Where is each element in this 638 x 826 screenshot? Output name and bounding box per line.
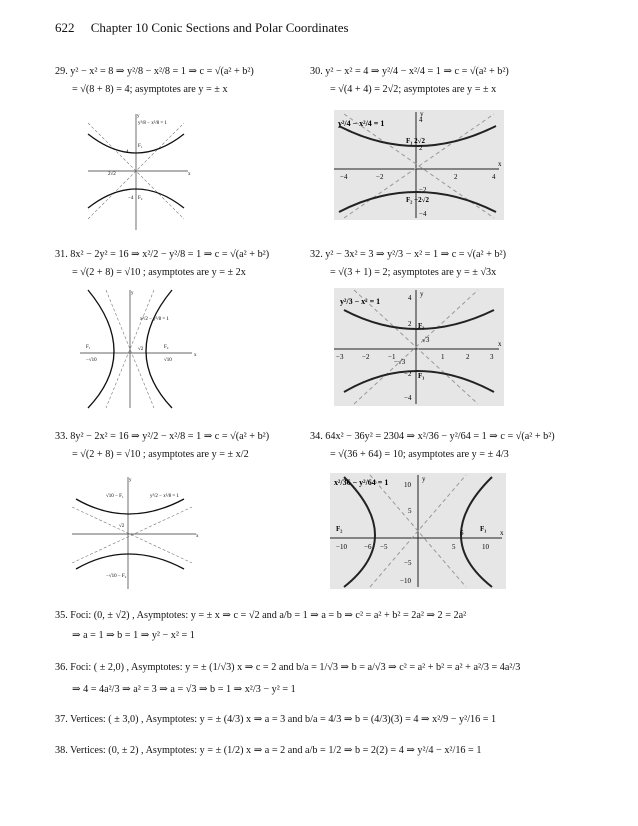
- y-label: y: [137, 114, 140, 119]
- problem-30-line1: 30. y² − x² = 4 ⇒ y²/4 − x²/4 = 1 ⇒ c = √(a² + b²): [310, 66, 509, 77]
- tick-label: 2: [454, 173, 458, 181]
- hyperbola-upper: [76, 499, 184, 514]
- problem-33-line2: = √(2 + 8) = √10 ; asymptotes are y = ± x/2: [72, 449, 249, 460]
- vertex-label: √3: [422, 336, 430, 344]
- tick-label: −5: [404, 559, 412, 567]
- x-label: x: [196, 534, 199, 539]
- tick-label: −3: [336, 353, 344, 361]
- tick-label: 4: [492, 173, 496, 181]
- problem-34-line2: = √(36 + 64) = 10; asymptotes are y = ± 4/3: [330, 449, 509, 460]
- vertex-label: −4: [128, 196, 134, 201]
- y-label: y: [420, 110, 424, 118]
- tick-label: 5: [452, 543, 456, 551]
- chapter-title: Chapter 10 Conic Sections and Polar Coordinates: [90, 20, 349, 35]
- page-number: 622: [55, 20, 75, 35]
- y-label: y: [131, 291, 134, 296]
- hyperbola-lower: [76, 554, 184, 569]
- focus-label: √10 − F₁: [106, 494, 124, 499]
- y-label: y: [422, 475, 426, 483]
- focus-label: −√10 − F₂: [106, 574, 127, 579]
- tick-label: −1: [388, 353, 396, 361]
- tick-label: 2: [419, 144, 423, 152]
- problem-31-line1: 31. 8x² − 2y² = 16 ⇒ x²/2 − y²/8 = 1 ⇒ c = √(a² + b²): [55, 249, 270, 260]
- problem-37-line1: 37. Vertices: ( ± 3,0) , Asymptotes: y = ± (4/3) x ⇒ a = 3 and b/a = 4/3 ⇒ b = (4/3)(3) = 4 ⇒ x²/9 − y²/16 = 1: [55, 714, 497, 725]
- x-label: x: [498, 160, 502, 168]
- tick-label: −2: [376, 173, 384, 181]
- vertex-label: −6: [364, 543, 372, 551]
- tick-label: −4: [340, 173, 348, 181]
- tick-label: 4: [408, 294, 412, 302]
- tick-label: 10: [482, 543, 489, 551]
- equation-label: y²/2 − x²/8 = 1: [150, 494, 179, 499]
- problem-29-line1: 29. y² − x² = 8 ⇒ y²/8 − x²/8 = 1 ⇒ c = √(a² + b²): [55, 66, 254, 77]
- tick-label: −√10: [86, 358, 97, 363]
- tick-label: 5: [408, 507, 412, 515]
- tick-label: 1: [441, 353, 445, 361]
- problem-29-line2: = √(8 + 8) = 4; asymptotes are y = ± x: [72, 84, 228, 95]
- focus-label: F₁: [86, 345, 91, 350]
- x-label: x: [500, 529, 504, 537]
- y-label: y: [129, 478, 132, 483]
- focus-label: F₁: [138, 144, 143, 149]
- tick-label: 2: [466, 353, 470, 361]
- focus-label: F₁: [480, 525, 487, 533]
- focus-label: F₂: [336, 525, 343, 533]
- vertex-label: √2: [138, 347, 144, 352]
- problem-35-line1: 35. Foci: (0, ± √2) , Asymptotes: y = ± x ⇒ c = √2 and a/b = 1 ⇒ a = b ⇒ c² = a² + b² = 2a² ⇒ 2 = 2a²: [55, 610, 467, 621]
- focus-label: F₁: [418, 372, 425, 380]
- focus-label: F₂ −2√2: [406, 196, 429, 204]
- vertex-label: 2√2: [108, 172, 116, 177]
- focus-label: F₂: [164, 345, 169, 350]
- tick-label: −2: [362, 353, 370, 361]
- graph-33: [72, 477, 200, 589]
- tick-label: −10: [400, 577, 411, 585]
- x-label: x: [194, 353, 197, 358]
- y-label: y: [420, 290, 424, 298]
- graph-34: [330, 473, 506, 589]
- tick-label: √10: [164, 358, 172, 363]
- tick-label: −4: [404, 394, 412, 402]
- x-label: x: [188, 172, 191, 177]
- equation-label: x²/2 − y²/8 = 1: [140, 317, 169, 322]
- tick-label: −4: [419, 210, 427, 218]
- tick-label: 10: [404, 481, 411, 489]
- problem-31-line2: = √(2 + 8) = √10 ; asymptotes are y = ± 2x: [72, 267, 246, 278]
- equation-label: y²/8 − x²/8 = 1: [138, 121, 167, 126]
- tick-label: −5: [380, 543, 388, 551]
- problem-34-line1: 34. 64x² − 36y² = 2304 ⇒ x²/36 − y²/64 = 1 ⇒ c = √(a² + b²): [310, 431, 555, 442]
- tick-label: −2: [419, 186, 427, 194]
- vertex-label: √2: [119, 524, 125, 529]
- hyperbola-left: [88, 290, 114, 408]
- page-header: [55, 20, 349, 36]
- problem-33-line1: 33. 8y² − 2x² = 16 ⇒ y²/2 − x²/8 = 1 ⇒ c = √(a² + b²): [55, 431, 270, 442]
- equation-label: x²/36 − y²/64 = 1: [334, 478, 389, 487]
- problem-36-line2: ⇒ 4 = 4a²/3 ⇒ a² = 3 ⇒ a = √3 ⇒ b = 1 ⇒ x²/3 − y² = 1: [72, 684, 296, 695]
- vertex-label: 6: [460, 529, 464, 537]
- focus-label: F₂: [138, 196, 143, 201]
- tick-label: −10: [336, 543, 347, 551]
- focus-label: F₂: [418, 322, 425, 330]
- graph-31: [80, 290, 200, 408]
- problem-38-line1: 38. Vertices: (0, ± 2) , Asymptotes: y = ± (1/2) x ⇒ a = 2 and a/b = 1/2 ⇒ b = 2(2) = 4 ⇒ y²/4 − x²/16 = 1: [55, 745, 482, 756]
- problem-32-line2: = √(3 + 1) = 2; asymptotes are y = ± √3x: [330, 267, 497, 278]
- focus-label: F₁ 2√2: [406, 137, 425, 145]
- vertex-label: 4: [126, 150, 129, 155]
- graph-29: [88, 112, 198, 230]
- vertex-label: −√3: [394, 358, 406, 366]
- equation-label: y²/3 − x² = 1: [340, 297, 381, 306]
- x-label: x: [498, 340, 502, 348]
- graph-30: [334, 110, 504, 220]
- problem-36-line1: 36. Foci: ( ± 2,0) , Asymptotes: y = ± (1/√3) x ⇒ c = 2 and b/a = 1/√3 ⇒ b = a/√3 ⇒ c² = a² + b² = a² + a²/3 = 4a²/3: [55, 662, 521, 673]
- tick-label: 3: [490, 353, 494, 361]
- tick-label: 4: [419, 116, 423, 124]
- tick-label: −2: [404, 370, 412, 378]
- graph-32: [334, 288, 504, 406]
- problem-30-line2: = √(4 + 4) = 2√2; asymptotes are y = ± x: [330, 84, 497, 95]
- tick-label: 2: [408, 320, 412, 328]
- problem-32-line1: 32. y² − 3x² = 3 ⇒ y²/3 − x² = 1 ⇒ c = √(a² + b²): [310, 249, 506, 260]
- problem-35-line2: ⇒ a = 1 ⇒ b = 1 ⇒ y² − x² = 1: [72, 630, 195, 641]
- equation-label: y²/4 − x²/4 = 1: [338, 119, 385, 128]
